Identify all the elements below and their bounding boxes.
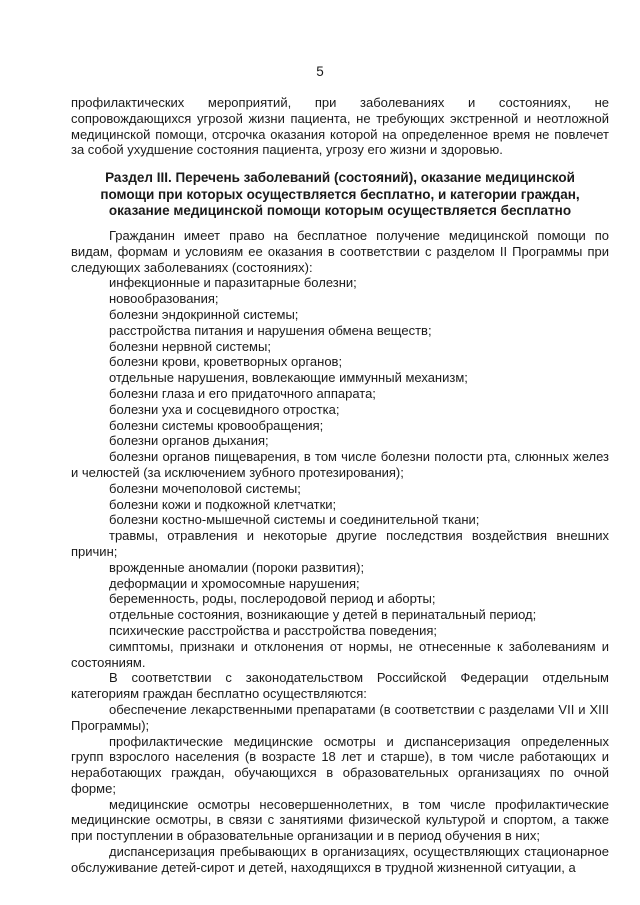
rights-paragraph: Гражданин имеет право на бесплатное получение медицинской помощи по видам, формам и условиям ее оказания в соответствии с разделом II Программы при следующих заболеваниях (состояниях): — [71, 228, 609, 275]
disease-item: болезни кожи и подкожной клетчатки; — [109, 496, 337, 512]
disease-item: болезни глаза и его придаточного аппарата; — [109, 385, 376, 401]
page-number: 5 — [316, 64, 324, 79]
category-item: медицинские осмотры несовершеннолетних, в том числе профилактические медицинские осмотры, в связи с занятиями физической культурой и спортом, а также при поступлении в образовательные организации и в период обучения в них; — [71, 796, 609, 844]
disease-item: беременность, роды, послеродовой период и аборты; — [109, 591, 436, 607]
disease-item: психические расстройства и расстройства поведения; — [109, 622, 437, 638]
disease-item: расстройства питания и нарушения обмена веществ; — [109, 322, 432, 338]
main-body — [71, 228, 609, 876]
category-item: обеспечение лекарственными препаратами (в соответствии с разделами VII и XIII Программы); — [71, 701, 609, 733]
disease-list — [71, 275, 609, 670]
disease-item: болезни уха и сосцевидного отростка; — [109, 401, 340, 417]
disease-item: инфекционные и паразитарные болезни; — [109, 275, 357, 291]
category-list — [71, 702, 609, 876]
disease-item: болезни крови, кроветворных органов; — [109, 354, 343, 370]
disease-item: травмы, отравления и некоторые другие последствия воздействия внешних причин; — [71, 528, 609, 559]
disease-item: отдельные состояния, возникающие у детей в перинатальный период; — [109, 607, 537, 623]
section-title-line-1: Раздел III. Перечень заболеваний (состояний), оказание медицинской — [105, 170, 575, 185]
disease-item: врожденные аномалии (пороки развития); — [109, 559, 365, 575]
disease-item: болезни органов дыхания; — [109, 433, 269, 449]
disease-item: деформации и хромосомные нарушения; — [109, 575, 360, 591]
intro-block — [71, 95, 609, 158]
disease-item: симптомы, признаки и отклонения от нормы, не отнесенные к заболеваниям и состояниям. — [71, 638, 609, 670]
disease-item: болезни костно-мышечной системы и соединительной ткани; — [109, 512, 480, 528]
category-item: профилактические медицинские осмотры и диспансеризация определенных групп взрослого населения (в возрасте 18 лет и старше), в том числе работающих и неработающих граждан, обучающихся в образовательных организациях по очной форме; — [71, 733, 609, 796]
section-title — [71, 170, 609, 220]
category-item: диспансеризация пребывающих в организациях, осуществляющих стационарное обслуживание детей-сирот и детей, находящихся в трудной жизненной ситуации, а — [71, 844, 609, 875]
section-title-line-3: оказание медицинской помощи которым осуществляется бесплатно — [108, 203, 572, 218]
disease-item: болезни нервной системы; — [109, 338, 271, 354]
section-title-line-2: помощи при которых осуществляется бесплатно, и категории граждан, — [100, 186, 580, 202]
disease-item: отдельные нарушения, вовлекающие иммунный механизм; — [109, 370, 468, 386]
disease-item: болезни эндокринной системы; — [109, 306, 299, 322]
disease-item: болезни системы кровообращения; — [109, 417, 324, 433]
disease-item: новообразования; — [109, 291, 219, 307]
disease-item: болезни органов пищеварения, в том числе болезни полости рта, слюнных желез и челюстей (за исключением зубного протезирования); — [71, 449, 609, 480]
categories-paragraph: В соответствии с законодательством Российской Федерации отдельным категориям граждан бесплатно осуществляются: — [71, 670, 609, 702]
intro-paragraph: профилактических мероприятий, при заболеваниях и состояниях, не сопровождающихся угрозой жизни пациента, не требующих экстренной и неотложной медицинской помощи, отсрочка оказания которой на определенное время не повлечет за собой ухудшение состояния пациента, угрозу его жизни и здоровью. — [71, 95, 609, 158]
disease-item: болезни мочеполовой системы; — [109, 480, 301, 496]
